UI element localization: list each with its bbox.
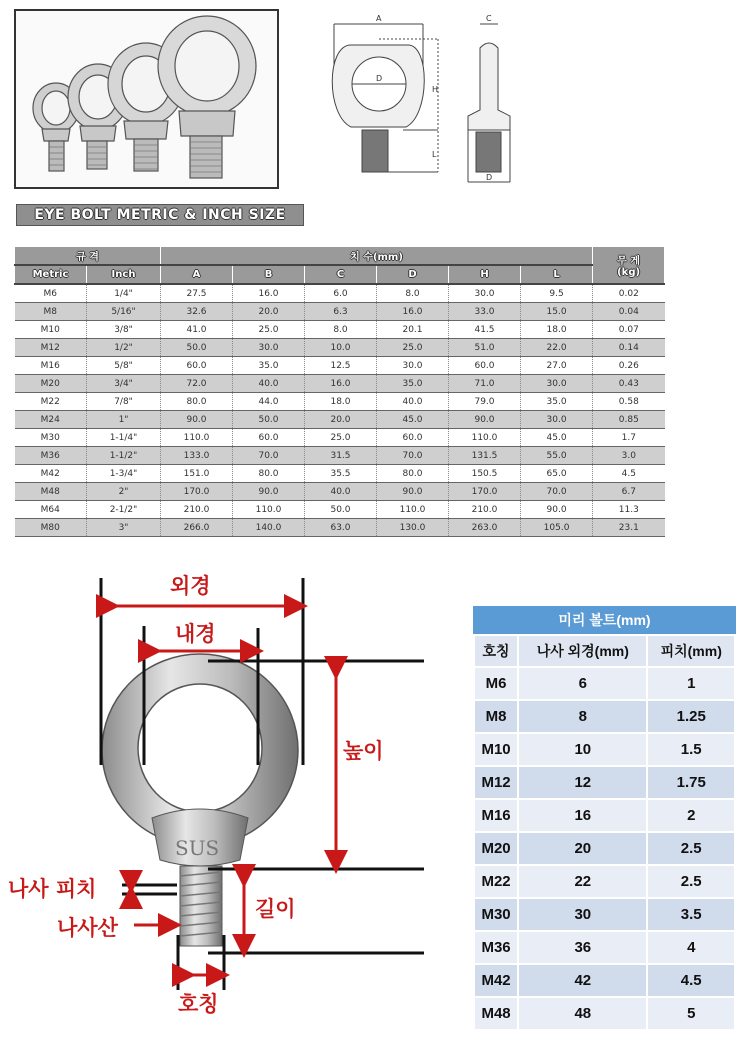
dim-label-c: C — [486, 14, 492, 23]
table-cell: 16.0 — [377, 303, 449, 321]
dim-label-h: H — [432, 85, 439, 94]
table-cell: 51.0 — [449, 339, 521, 357]
table-cell: 22.0 — [521, 339, 593, 357]
label-height: 높이 — [343, 739, 384, 763]
header-spec-group: 규 격 — [15, 247, 161, 266]
table-cell: 3.5 — [648, 899, 734, 930]
table-cell: 30.0 — [521, 375, 593, 393]
dim-label-d-side: D — [486, 173, 493, 182]
column-header: Metric — [15, 265, 87, 284]
table-cell: 3/8" — [87, 321, 161, 339]
table-cell: 0.85 — [593, 411, 665, 429]
table-cell: 1.5 — [648, 734, 734, 765]
table-cell: 48 — [519, 998, 646, 1029]
table-cell: 3.0 — [593, 447, 665, 465]
table-cell: 22 — [519, 866, 646, 897]
table-cell: 35.5 — [305, 465, 377, 483]
table-cell: 170.0 — [449, 483, 521, 501]
table-cell: 42 — [519, 965, 646, 996]
table-row — [15, 357, 665, 375]
table-cell: 60.0 — [161, 357, 233, 375]
table-cell: 131.5 — [449, 447, 521, 465]
table-cell: 25.0 — [233, 321, 305, 339]
table-cell: 90.0 — [449, 411, 521, 429]
table-row — [15, 501, 665, 519]
table-cell: 12.5 — [305, 357, 377, 375]
table-cell: 20.0 — [305, 411, 377, 429]
table-row — [15, 429, 665, 447]
column-header: 나사 외경(mm) — [519, 636, 646, 666]
table-cell: 70.0 — [377, 447, 449, 465]
table-cell: 60.0 — [449, 357, 521, 375]
table-cell: 70.0 — [521, 483, 593, 501]
table-cell: 79.0 — [449, 393, 521, 411]
table-cell: M48 — [15, 483, 87, 501]
table-cell: 35.0 — [233, 357, 305, 375]
section-banner — [16, 204, 304, 226]
table-cell: 90.0 — [233, 483, 305, 501]
eye-bolt-technical-drawing — [318, 10, 538, 190]
table-row — [475, 668, 734, 699]
table-cell: M64 — [15, 501, 87, 519]
table-cell: 133.0 — [161, 447, 233, 465]
table-cell: 1/2" — [87, 339, 161, 357]
table-cell: 150.5 — [449, 465, 521, 483]
table-cell: 0.26 — [593, 357, 665, 375]
table-cell: M42 — [475, 965, 517, 996]
table-cell: M30 — [475, 899, 517, 930]
table-cell: 15.0 — [521, 303, 593, 321]
table-row — [475, 833, 734, 864]
table-cell: M8 — [15, 303, 87, 321]
table-cell: 0.07 — [593, 321, 665, 339]
table-cell: 1-3/4" — [87, 465, 161, 483]
column-header: D — [377, 265, 449, 284]
table-cell: 10.0 — [305, 339, 377, 357]
table-cell: 25.0 — [377, 339, 449, 357]
table-cell: 2-1/2" — [87, 501, 161, 519]
metric-bolt-pitch-table — [473, 606, 736, 1031]
table-row — [475, 866, 734, 897]
table-cell: 32.6 — [161, 303, 233, 321]
table-cell: 90.0 — [161, 411, 233, 429]
table-row — [15, 339, 665, 357]
table-cell: 40.0 — [305, 483, 377, 501]
table-cell: 80.0 — [377, 465, 449, 483]
table-cell: 50.0 — [233, 411, 305, 429]
table-cell: M10 — [475, 734, 517, 765]
dim-label-d: D — [376, 74, 383, 83]
table-cell: 16.0 — [233, 284, 305, 303]
dim-label-a: A — [376, 14, 382, 23]
table-cell: M8 — [475, 701, 517, 732]
table-row — [15, 393, 665, 411]
column-header: 호칭 — [475, 636, 517, 666]
label-inner-diameter: 내경 — [175, 622, 216, 646]
table-row — [475, 701, 734, 732]
table-cell: 0.04 — [593, 303, 665, 321]
table-cell: 18.0 — [305, 393, 377, 411]
table-cell: 45.0 — [521, 429, 593, 447]
table-cell: 36 — [519, 932, 646, 963]
dim-label-l: L — [432, 150, 437, 159]
table-cell: 30 — [519, 899, 646, 930]
table-cell: 90.0 — [377, 483, 449, 501]
table-cell: M30 — [15, 429, 87, 447]
table-cell: 263.0 — [449, 519, 521, 537]
header-weight-line2: (kg) — [617, 267, 641, 278]
table-row — [475, 998, 734, 1029]
table-cell: 2.5 — [648, 866, 734, 897]
table-cell: 10 — [519, 734, 646, 765]
table-cell: 6 — [519, 668, 646, 699]
table-cell: 2.5 — [648, 833, 734, 864]
table-cell: 1" — [87, 411, 161, 429]
table-cell: 35.0 — [521, 393, 593, 411]
header-weight-line1: 무 게 — [617, 256, 640, 267]
table-cell: 1.75 — [648, 767, 734, 798]
table-cell: 110.0 — [161, 429, 233, 447]
column-header: C — [305, 265, 377, 284]
column-header: B — [233, 265, 305, 284]
table-cell: 1-1/2" — [87, 447, 161, 465]
table-cell: 25.0 — [305, 429, 377, 447]
table-row — [15, 321, 665, 339]
table-cell: 5 — [648, 998, 734, 1029]
table-cell: 55.0 — [521, 447, 593, 465]
label-thread-pitch: 나사 피치 — [8, 877, 97, 901]
table-cell: M24 — [15, 411, 87, 429]
table-cell: 60.0 — [233, 429, 305, 447]
table-cell: M22 — [475, 866, 517, 897]
pitch-table-title: 미리 볼트(mm) — [473, 606, 736, 634]
table-cell: 11.3 — [593, 501, 665, 519]
table-cell: 0.43 — [593, 375, 665, 393]
table-cell: 9.5 — [521, 284, 593, 303]
table-cell: 60.0 — [377, 429, 449, 447]
table-cell: 2" — [87, 483, 161, 501]
table-cell: M16 — [475, 800, 517, 831]
banner-title: EYE BOLT METRIC & INCH SIZE — [34, 207, 286, 223]
table-cell: 7/8" — [87, 393, 161, 411]
table-cell: M80 — [15, 519, 87, 537]
table-cell: M12 — [15, 339, 87, 357]
table-cell: 27.5 — [161, 284, 233, 303]
table-cell: 31.5 — [305, 447, 377, 465]
label-nominal: 호칭 — [178, 992, 219, 1016]
header-dims-group: 치 수(mm) — [161, 247, 593, 266]
table-row — [475, 899, 734, 930]
table-cell: 90.0 — [521, 501, 593, 519]
table-cell: 63.0 — [305, 519, 377, 537]
table-cell: 16.0 — [305, 375, 377, 393]
table-cell: 0.02 — [593, 284, 665, 303]
table-cell: M6 — [475, 668, 517, 699]
table-cell: 110.0 — [449, 429, 521, 447]
table-row — [15, 465, 665, 483]
table-cell: 23.1 — [593, 519, 665, 537]
table-cell: 50.0 — [161, 339, 233, 357]
table-cell: 65.0 — [521, 465, 593, 483]
table-cell: 12 — [519, 767, 646, 798]
column-header: A — [161, 265, 233, 284]
table-cell: 266.0 — [161, 519, 233, 537]
table-cell: 8.0 — [377, 284, 449, 303]
table-cell: 3" — [87, 519, 161, 537]
table-cell: 5/16" — [87, 303, 161, 321]
table-cell: 110.0 — [233, 501, 305, 519]
table-cell: M10 — [15, 321, 87, 339]
table-cell: 72.0 — [161, 375, 233, 393]
table-cell: 4 — [648, 932, 734, 963]
table-cell: 40.0 — [377, 393, 449, 411]
table-cell: 16 — [519, 800, 646, 831]
table-cell: 151.0 — [161, 465, 233, 483]
table-cell: 4.5 — [593, 465, 665, 483]
table-cell: 50.0 — [305, 501, 377, 519]
table-cell: 210.0 — [449, 501, 521, 519]
table-cell: 30.0 — [377, 357, 449, 375]
label-thread-crest: 나사산 — [57, 916, 118, 940]
table-cell: 8.0 — [305, 321, 377, 339]
table-cell: M48 — [475, 998, 517, 1029]
table-cell: 170.0 — [161, 483, 233, 501]
table-cell: 4.5 — [648, 965, 734, 996]
table-cell: 110.0 — [377, 501, 449, 519]
table-cell: 1/4" — [87, 284, 161, 303]
table-cell: 130.0 — [377, 519, 449, 537]
label-length: 길이 — [255, 897, 296, 921]
table-row — [15, 519, 665, 537]
table-cell: 140.0 — [233, 519, 305, 537]
table-cell: 44.0 — [233, 393, 305, 411]
table-cell: 80.0 — [161, 393, 233, 411]
table-row — [15, 411, 665, 429]
table-cell: M12 — [475, 767, 517, 798]
table-cell: 45.0 — [377, 411, 449, 429]
table-cell: 5/8" — [87, 357, 161, 375]
table-row — [475, 965, 734, 996]
table-cell: 41.5 — [449, 321, 521, 339]
table-cell: 1.7 — [593, 429, 665, 447]
label-outer-diameter: 외경 — [170, 574, 211, 598]
column-header: 피치(mm) — [648, 636, 734, 666]
table-cell: M20 — [15, 375, 87, 393]
table-cell: M36 — [475, 932, 517, 963]
table-cell: M6 — [15, 284, 87, 303]
table-cell: 30.0 — [449, 284, 521, 303]
column-header: Inch — [87, 265, 161, 284]
table-cell: 35.0 — [377, 375, 449, 393]
header-weight — [593, 247, 665, 285]
table-cell: M20 — [475, 833, 517, 864]
table-cell: 41.0 — [161, 321, 233, 339]
table-cell: 33.0 — [449, 303, 521, 321]
table-cell: M36 — [15, 447, 87, 465]
eye-bolts-illustration — [16, 11, 277, 187]
table-cell: 27.0 — [521, 357, 593, 375]
table-row — [15, 303, 665, 321]
table-cell: 1-1/4" — [87, 429, 161, 447]
table-row — [475, 767, 734, 798]
table-cell: 105.0 — [521, 519, 593, 537]
table-cell: 3/4" — [87, 375, 161, 393]
eye-bolt-annotated-diagram — [0, 560, 440, 1041]
table-cell: 40.0 — [233, 375, 305, 393]
table-cell: 6.0 — [305, 284, 377, 303]
table-row — [475, 734, 734, 765]
table-row — [15, 284, 665, 303]
table-row — [475, 932, 734, 963]
table-row — [15, 483, 665, 501]
table-cell: 30.0 — [233, 339, 305, 357]
eye-bolt-product-photo — [14, 9, 279, 189]
table-cell: 30.0 — [521, 411, 593, 429]
table-cell: 71.0 — [449, 375, 521, 393]
table-cell: M42 — [15, 465, 87, 483]
table-row — [15, 375, 665, 393]
column-header: L — [521, 265, 593, 284]
table-cell: 1 — [648, 668, 734, 699]
table-cell: 20.1 — [377, 321, 449, 339]
column-header: H — [449, 265, 521, 284]
table-cell: 18.0 — [521, 321, 593, 339]
table-cell: 80.0 — [233, 465, 305, 483]
table-cell: 8 — [519, 701, 646, 732]
table-cell: 0.58 — [593, 393, 665, 411]
table-cell: 210.0 — [161, 501, 233, 519]
table-cell: 20 — [519, 833, 646, 864]
table-cell: 1.25 — [648, 701, 734, 732]
table-cell: 6.3 — [305, 303, 377, 321]
table-cell: 6.7 — [593, 483, 665, 501]
eye-bolt-spec-table — [14, 246, 665, 537]
table-cell: M16 — [15, 357, 87, 375]
table-row — [15, 447, 665, 465]
table-cell: M22 — [15, 393, 87, 411]
sus-stamp: SUS — [175, 836, 220, 860]
table-cell: 20.0 — [233, 303, 305, 321]
table-cell: 2 — [648, 800, 734, 831]
table-row — [475, 800, 734, 831]
table-cell: 70.0 — [233, 447, 305, 465]
table-cell: 0.14 — [593, 339, 665, 357]
